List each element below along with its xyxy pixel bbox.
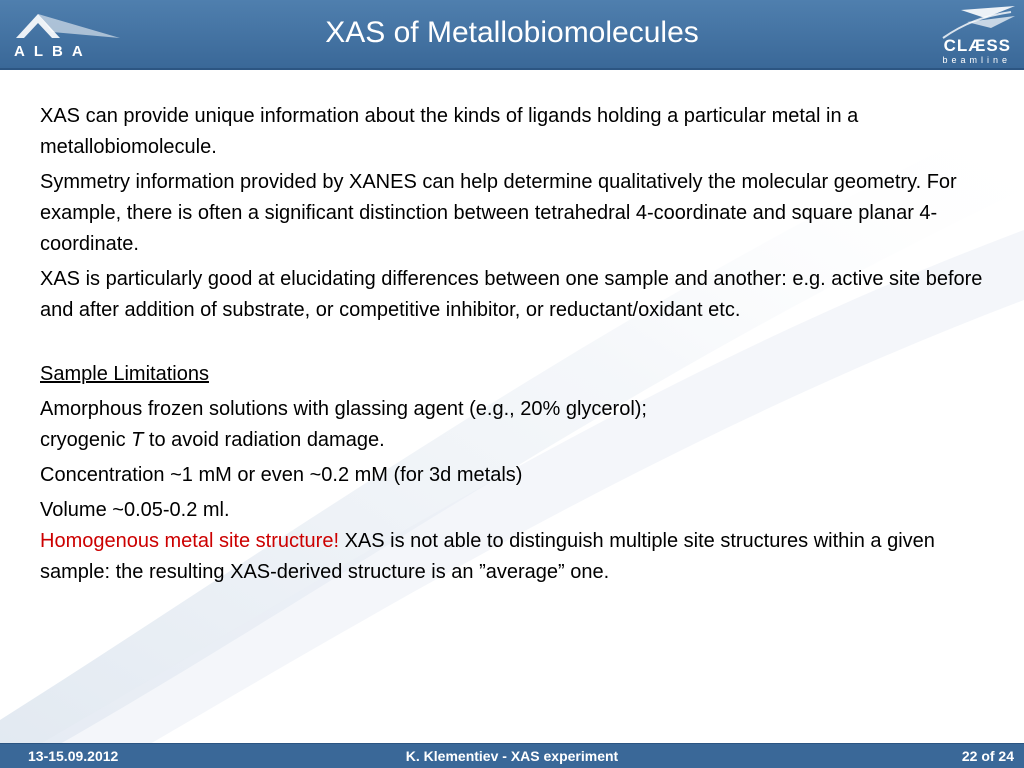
paragraph-ligands: XAS can provide unique information about the kinds of ligands holding a particular metal in a metallobiomolecule. — [40, 105, 859, 158]
slide-content — [40, 101, 990, 592]
footer-page-number: 22 of 24 — [961, 748, 1014, 764]
limitation-concentration: Concentration ~1 mM or even ~0.2 mM (for 3d metals) — [40, 464, 523, 486]
claess-logo-text: CLÆSS — [943, 36, 1011, 55]
paragraph-differences: XAS is particularly good at elucidating differences between one sample and another: e.g. active site before and after addition of substrate, or competitive inhibitor, or reductant/oxidant etc. — [40, 268, 983, 321]
limitation-amorphous — [40, 394, 990, 456]
limitation-volume-homogeneity — [40, 495, 990, 588]
slide-title: XAS of Metallobiomolecules — [325, 16, 699, 49]
homogenous-explanation: XAS is not able to distinguish multiple site structures within a given sample: the resulting XAS-derived structure is an ”average” one. — [40, 530, 935, 583]
paragraph-symmetry: Symmetry information provided by XANES can help determine qualitatively the molecular geometry. For example, there is often a significant distinction between tetrahedral 4-coordinate and square planar 4-coordinate. — [40, 171, 957, 255]
limitation-volume: Volume ~0.05-0.2 ml. — [40, 499, 230, 521]
footer-date: 13-15.09.2012 — [28, 748, 119, 764]
footer-author: K. Klementiev - XAS experiment — [405, 748, 619, 764]
section-heading-sample-limitations: Sample Limitations — [40, 363, 209, 385]
homogenous-highlight: Homogenous metal site structure! — [40, 530, 340, 552]
header-bar — [0, 0, 1024, 70]
alba-logo-text: ALBA — [14, 43, 92, 60]
limitation-amorphous-line2a: cryogenic — [40, 429, 132, 451]
footer-bar — [0, 743, 1024, 768]
spacer — [40, 330, 990, 359]
claess-logo — [903, 4, 1018, 66]
limitation-amorphous-line1: Amorphous frozen solutions with glassing agent (e.g., 20% glycerol); — [40, 398, 647, 420]
limitation-amorphous-line2b: to avoid radiation damage. — [143, 429, 385, 451]
claess-logo-subtext: beamline — [942, 55, 1011, 65]
temperature-symbol: T — [131, 429, 144, 451]
